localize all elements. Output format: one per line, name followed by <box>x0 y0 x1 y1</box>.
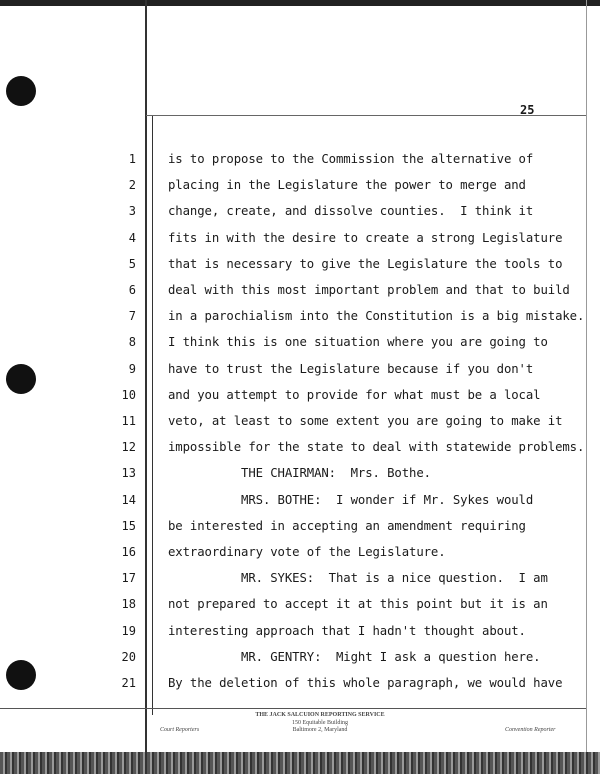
footer-address2: Baltimore 2, Maryland <box>292 727 348 733</box>
scan-bottom-border <box>0 752 600 774</box>
margin-line <box>145 0 147 752</box>
transcript-line: is to propose to the Commission the alternative of <box>168 152 534 166</box>
line-number: 20 <box>121 649 136 664</box>
line-number: 1 <box>128 152 136 166</box>
right-edge <box>586 0 587 752</box>
line-number: 5 <box>128 256 136 271</box>
transcript-line: not prepared to accept it at this point but it is an <box>168 597 548 612</box>
line-number: 14 <box>121 492 136 507</box>
footer-company: THE JACK SALCUION REPORTING SERVICE <box>255 712 385 718</box>
transcript-line: change, create, and dissolve counties. I think it <box>168 204 534 219</box>
line-number: 21 <box>121 676 136 690</box>
line-number: 4 <box>128 230 136 245</box>
line-number: 15 <box>121 518 136 533</box>
transcript-line: MRS. BOTHE: I wonder if Mr. Sykes would <box>168 492 534 507</box>
transcript-line: in a parochialism into the Constitution is a big mistake. <box>168 309 585 324</box>
line-number: 11 <box>121 414 136 428</box>
transcript-line: veto, at least to some extent you are going to make it <box>168 414 563 428</box>
footer-rule <box>0 708 586 709</box>
transcript-line: impossible for the state to deal with statewide problems. <box>168 440 585 455</box>
footer-right: Convention Reporter <box>505 727 556 733</box>
line-number: 17 <box>121 571 136 586</box>
punch-hole <box>6 76 36 106</box>
line-number: 9 <box>128 361 136 376</box>
punch-hole <box>6 660 36 690</box>
transcript-line: deal with this most important problem and that to build <box>168 283 570 297</box>
transcript-line: have to trust the Legislature because if you don't <box>168 361 534 376</box>
line-number: 18 <box>121 597 136 612</box>
line-number: 12 <box>121 440 136 455</box>
transcript-line: interesting approach that I hadn't thought about. <box>168 623 526 638</box>
transcript-line: THE CHAIRMAN: Mrs. Bothe. <box>168 466 431 481</box>
page-number: 25 <box>520 103 535 117</box>
transcript-line: MR. SYKES: That is a nice question. I am <box>168 571 548 586</box>
margin-line <box>152 115 153 715</box>
transcript-line: be interested in accepting an amendment requiring <box>168 518 526 533</box>
line-number: 2 <box>128 178 136 193</box>
line-number: 19 <box>121 623 136 638</box>
line-number: 6 <box>128 283 136 297</box>
line-number: 16 <box>121 545 136 559</box>
scan-top-border <box>0 0 600 6</box>
line-number: 10 <box>121 387 136 402</box>
transcript-line: that is necessary to give the Legislature the tools to <box>168 256 563 271</box>
line-number: 7 <box>128 309 136 324</box>
transcript-line: and you attempt to provide for what must be a local <box>168 387 541 402</box>
transcript-line: I think this is one situation where you are going to <box>168 335 548 350</box>
transcript-line: By the deletion of this whole paragraph, we would have <box>168 676 563 690</box>
footer-left: Court Reporters <box>160 727 200 733</box>
line-number: 13 <box>121 466 136 481</box>
footer-address1: 150 Equitable Building <box>292 720 348 726</box>
punch-hole <box>6 364 36 394</box>
transcript-line: fits in with the desire to create a strong Legislature <box>168 230 563 245</box>
transcript-line: MR. GENTRY: Might I ask a question here. <box>168 649 541 664</box>
line-number: 3 <box>128 204 136 219</box>
line-number: 8 <box>128 335 136 350</box>
transcript-line: placing in the Legislature the power to merge and <box>168 178 526 193</box>
transcript-line: extraordinary vote of the Legislature. <box>168 545 446 559</box>
